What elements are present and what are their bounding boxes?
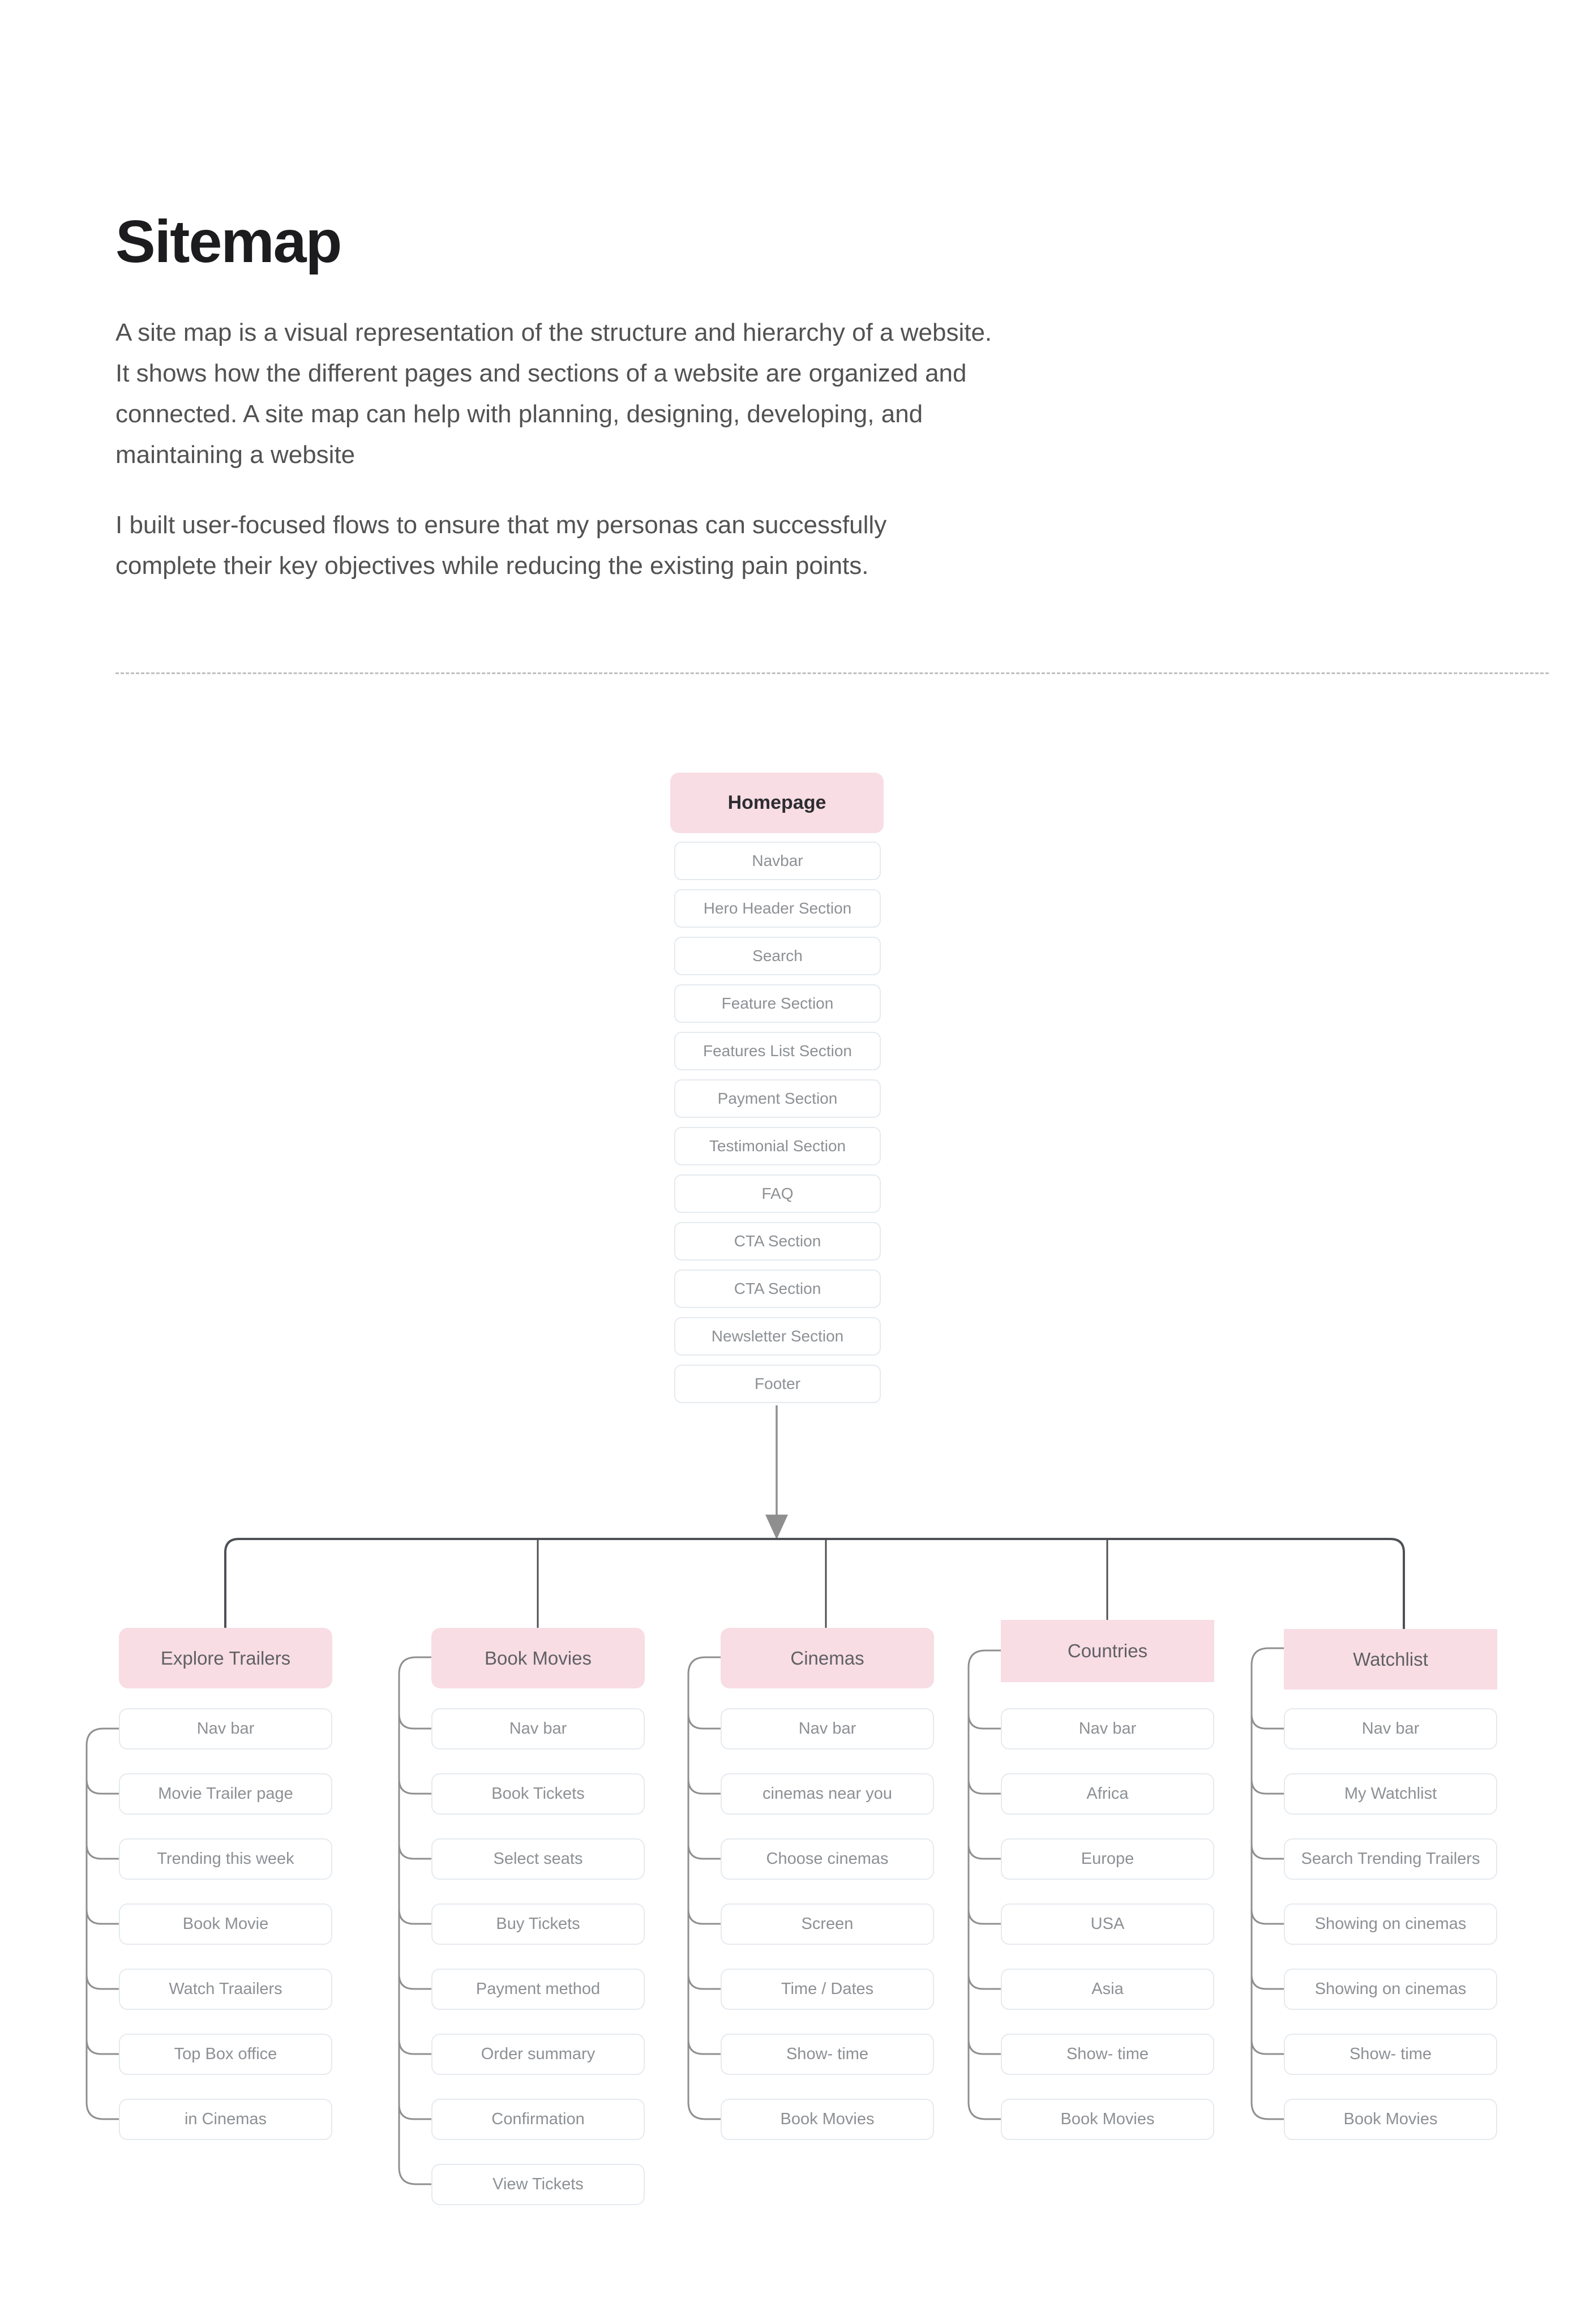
node-watchlist-book-movies: Book Movies	[1284, 2099, 1497, 2140]
bracket-explore-trailers	[87, 1729, 119, 2119]
node-bookmovies-confirmation: Confirmation	[431, 2099, 645, 2140]
intro-line: maintaining a website	[115, 441, 355, 469]
dashed-divider	[115, 672, 1549, 674]
node-features-list-section: Features List Section	[674, 1032, 881, 1070]
intro-line: I built user-focused flows to ensure that my personas can successfully	[115, 511, 887, 539]
node-cinemas-show-time: Show- time	[721, 2034, 934, 2075]
node-cinemas: Cinemas	[721, 1628, 934, 1688]
bracket-countries	[969, 1650, 1001, 2119]
node-explore-in-cinemas: in Cinemas	[119, 2099, 332, 2140]
bracket-cinemas	[688, 1657, 721, 2119]
node-cinemas-cinemas-near-you: cinemas near you	[721, 1773, 934, 1815]
node-watchlist-search-trending-trailers: Search Trending Trailers	[1284, 1838, 1497, 1880]
node-watchlist-my-watchlist: My Watchlist	[1284, 1773, 1497, 1815]
node-newsletter-section: Newsletter Section	[674, 1317, 881, 1356]
node-countries-nav-bar: Nav bar	[1001, 1708, 1214, 1750]
node-countries-book-movies: Book Movies	[1001, 2099, 1214, 2140]
node-bookmovies-book-tickets: Book Tickets	[431, 1773, 645, 1815]
node-bookmovies-payment-method: Payment method	[431, 1969, 645, 2010]
node-homepage: Homepage	[670, 773, 884, 833]
node-cinemas-book-movies: Book Movies	[721, 2099, 934, 2140]
node-watchlist-showing-on-cinemas-2: Showing on cinemas	[1284, 1969, 1497, 2010]
node-hero-header-section: Hero Header Section	[674, 889, 881, 928]
node-testimonial-section: Testimonial Section	[674, 1127, 881, 1165]
node-explore-movie-trailer-page: Movie Trailer page	[119, 1773, 332, 1815]
page-title: Sitemap	[115, 208, 341, 276]
node-cinemas-nav-bar: Nav bar	[721, 1708, 934, 1750]
bracket-watchlist	[1252, 1648, 1284, 2119]
node-cinemas-time-dates: Time / Dates	[721, 1969, 934, 2010]
intro-line: complete their key objectives while reducing the existing pain points.	[115, 552, 869, 580]
node-countries-usa: USA	[1001, 1903, 1214, 1945]
node-watchlist-showing-on-cinemas-1: Showing on cinemas	[1284, 1903, 1497, 1945]
node-countries-asia: Asia	[1001, 1969, 1214, 2010]
node-countries-europe: Europe	[1001, 1838, 1214, 1880]
trunk-line	[225, 1539, 1404, 1631]
node-watchlist-nav-bar: Nav bar	[1284, 1708, 1497, 1750]
node-watchlist-show-time: Show- time	[1284, 2034, 1497, 2075]
node-navbar: Navbar	[674, 842, 881, 880]
intro-paragraph-2	[115, 505, 886, 586]
intro-line: A site map is a visual representation of the structure and hierarchy of a website.	[115, 319, 992, 346]
node-feature-section: Feature Section	[674, 984, 881, 1023]
node-bookmovies-select-seats: Select seats	[431, 1838, 645, 1880]
node-bookmovies-view-tickets: View Tickets	[431, 2164, 645, 2205]
node-faq: FAQ	[674, 1174, 881, 1213]
intro-line: It shows how the different pages and sections of a website are organized and	[115, 359, 967, 387]
node-countries: Countries	[1001, 1620, 1214, 1682]
node-bookmovies-order-summary: Order summary	[431, 2034, 645, 2075]
arrow-down-icon	[765, 1515, 788, 1540]
node-cta-section-2: CTA Section	[674, 1270, 881, 1308]
node-countries-africa: Africa	[1001, 1773, 1214, 1815]
node-watchlist: Watchlist	[1284, 1629, 1497, 1690]
node-explore-watch-trailers: Watch Traailers	[119, 1969, 332, 2010]
node-bookmovies-buy-tickets: Buy Tickets	[431, 1903, 645, 1945]
node-explore-book-movie: Book Movie	[119, 1903, 332, 1945]
node-cta-section-1: CTA Section	[674, 1222, 881, 1260]
intro-paragraph	[115, 312, 992, 475]
bracket-book-movies	[399, 1657, 431, 2184]
node-book-movies: Book Movies	[431, 1628, 645, 1688]
node-countries-show-time: Show- time	[1001, 2034, 1214, 2075]
node-explore-trending-this-week: Trending this week	[119, 1838, 332, 1880]
node-cinemas-screen: Screen	[721, 1903, 934, 1945]
node-bookmovies-nav-bar: Nav bar	[431, 1708, 645, 1750]
node-payment-section: Payment Section	[674, 1079, 881, 1118]
node-explore-trailers: Explore Trailers	[119, 1628, 332, 1688]
node-search: Search	[674, 937, 881, 975]
node-footer: Footer	[674, 1365, 881, 1403]
intro-line: connected. A site map can help with planning, designing, developing, and	[115, 400, 923, 428]
node-cinemas-choose-cinemas: Choose cinemas	[721, 1838, 934, 1880]
node-explore-nav-bar: Nav bar	[119, 1708, 332, 1750]
node-explore-top-box-office: Top Box office	[119, 2034, 332, 2075]
